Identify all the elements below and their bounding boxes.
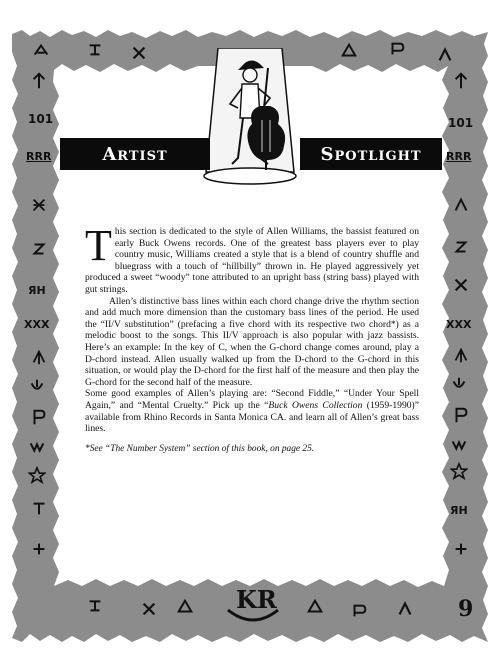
paragraph-3-text-a: Some good examples of Allen’s playing are: “Second Fiddle,” “Under Your Spell Again,” and “Mental Cruelty.” Pick up the “ [85, 388, 419, 411]
cattle-brand-icon [130, 44, 148, 62]
cattle-brand-icon [396, 600, 414, 618]
brand-xxx-right: XXX [446, 318, 472, 331]
cattle-brand-icon [30, 540, 48, 558]
brand-xxx-left: XXX [24, 318, 50, 331]
kr-logo-letters: KR [236, 585, 277, 614]
cattle-brand-icon [350, 602, 368, 620]
cattle-brand-icon [30, 500, 48, 518]
brand-ah-left: ЯH [28, 284, 46, 297]
cattle-brand-icon [28, 438, 46, 456]
cattle-brand-icon [176, 598, 194, 616]
paragraph-1-text: his section is dedicated to the style of Allen Williams, the bassist featured on early Buck Owens records. One of the greatest bass players ever to play country music, Williams created a style that is a blend of country shuffle and bluegrass with a touch of “hillbilly” thrown in. He played aggressively yet produced a sweet “woody” tone attributed to an upright bass (string bass) played with gut strings. [85, 226, 419, 295]
article-body [85, 221, 419, 435]
cattle-brand-icon [340, 42, 358, 60]
cattle-brand-icon [452, 540, 470, 558]
kr-logo [222, 580, 284, 624]
page-number: 9 [458, 596, 474, 622]
brand-101-left: 101 [28, 112, 54, 126]
cattle-brand-icon [450, 376, 468, 394]
article-paragraph-1 [85, 221, 419, 296]
cattle-brand-icon [306, 598, 324, 616]
cattle-brand-icon [452, 238, 470, 256]
cattle-brand-icon [452, 346, 470, 364]
spotlight-banner [300, 138, 442, 170]
cattle-brand-icon [30, 408, 48, 426]
cattle-brand-icon [28, 378, 46, 396]
cattle-brand-icon [30, 196, 48, 214]
footnote: *See “The Number System” section of this book, on page 25. [85, 444, 315, 454]
cattle-brand-icon [32, 42, 50, 60]
banner-artist-text: Artist [102, 143, 168, 165]
star-brand-icon [450, 462, 468, 480]
arrow-brand-icon [30, 72, 48, 90]
cattle-brand-icon [436, 46, 454, 64]
article-paragraph-3 [85, 388, 419, 434]
brand-rrr-left: RRR [26, 150, 52, 163]
paragraph-3-text-b: (1959-1990)” available from Rhino Records in Santa Monica CA. and learn all of Allen’s great bass lines. [85, 399, 419, 435]
brand-ah-right: ЯH [450, 504, 468, 517]
banner-spotlight-text: Spotlight [320, 143, 422, 165]
cattle-brand-icon [140, 600, 158, 618]
cattle-brand-icon [452, 276, 470, 294]
arrow-brand-icon [452, 72, 470, 90]
article-paragraph-2: Allen’s distinctive bass lines within each chord change drive the rhythm section and add much more dimension than the customary bass lines of the period. He used the “II/V substitution” (prefacing a five chord with its respective two chord*) as a melodic boost to the songs. This II/V approach is also popular with jazz bassists. Here’s an example: In the key of C, when the G-chord change comes around, play a D-chord instead. Allen usually walked up from the D-chord to the G-chord in this situation, or would play the D-chord for the first half of the measure and then play the G-chord for the second half of the measure. [85, 295, 419, 388]
drop-cap: T [85, 221, 112, 270]
brand-101-right: 101 [448, 116, 474, 130]
brand-rrr-right: RRR [446, 150, 472, 163]
cattle-brand-icon [452, 406, 470, 424]
album-title: Buck Owens Collection [268, 399, 363, 411]
cattle-brand-icon [450, 436, 468, 454]
cattle-brand-icon [30, 240, 48, 258]
star-brand-icon [28, 466, 46, 484]
cattle-brand-icon [86, 596, 104, 614]
artist-banner [60, 138, 210, 170]
cattle-brand-icon [452, 196, 470, 214]
cattle-brand-icon [86, 40, 104, 58]
cattle-brand-icon [388, 40, 406, 58]
cattle-brand-icon [30, 348, 48, 366]
